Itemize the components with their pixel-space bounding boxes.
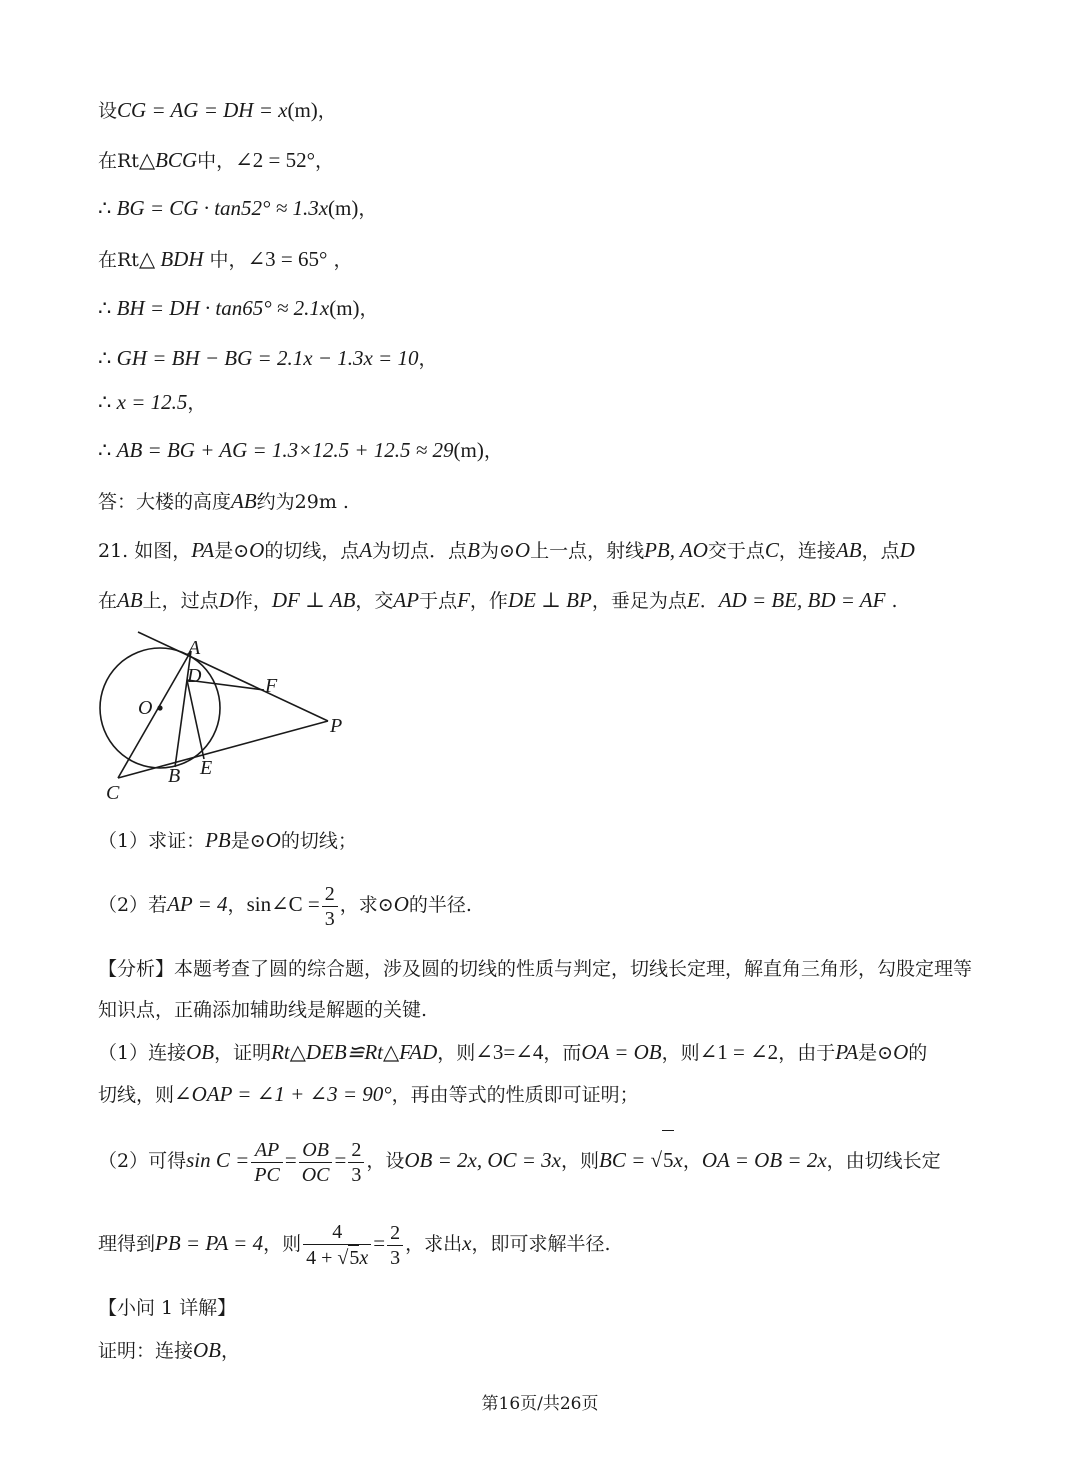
fraction [348,1138,364,1187]
text: 约为29m . [256,491,349,513]
text: ，作 [469,590,508,612]
math-expression: AB [117,588,143,612]
math-expression: E [686,588,700,612]
label-a: A [188,637,201,659]
fraction-numerator: 2 [387,1221,403,1246]
text: ，则 [661,1042,700,1064]
fraction-denominator: 3 [390,1246,401,1269]
math-expression: OA = OB = 2x [701,1148,827,1172]
math-expression: BG = CG · tan52° ≈ 1.3x [116,196,329,220]
text: ，而 [543,1042,582,1064]
therefore-symbol: ∴ [98,438,117,462]
math-expression: OB = 2x, OC = 3x [404,1148,561,1172]
text: 切线，则 [98,1084,175,1106]
therefore-symbol: ∴ [98,346,117,370]
text: ， [221,1340,241,1362]
math-expression: x [462,1231,472,1255]
math-expression: O [393,892,409,916]
math-expression: OB [193,1338,222,1362]
math-expression: sin∠C = [246,892,320,916]
math-expression: GH = BH − BG = 2.1x − 1.3x = 10 [116,346,419,370]
math-expression: F [457,588,470,612]
text: 理得到 [98,1233,156,1255]
problem-line-1 [98,536,915,565]
unit: (m) [329,296,360,320]
label-b: B [168,765,181,787]
therefore-symbol: ∴ [98,390,117,414]
text: 是⊙ [858,1042,894,1064]
math-expression: DE ⊥ BP [507,588,592,612]
text: 设 [98,100,118,122]
equals-sign: = [284,1148,297,1172]
fraction-denominator [303,1245,371,1270]
text: ，即可求解半径. [471,1233,611,1255]
solution-line-6 [98,344,437,373]
label-o: O [138,697,153,719]
analysis-line-4 [98,1080,639,1109]
math-expression: B [467,538,480,562]
page-footer: 第16页/共26页 [481,1394,599,1414]
label-c: C [106,782,120,804]
geometry-figure [92,628,362,808]
line-pbc [118,721,328,778]
text: （2）可得 [98,1150,187,1172]
text: 于点 [419,590,458,612]
text: ，设 [366,1150,405,1172]
math-expression: BH = DH · tan65° ≈ 2.1x [116,296,330,320]
text: ，交 [355,590,394,612]
proof-line-1 [98,1336,240,1365]
answer-line [98,487,349,516]
text: 21. 如图， [98,540,192,562]
text: ． [699,590,719,612]
text: 证明：连接 [98,1340,194,1362]
solution-line-2 [98,146,334,175]
line-tangent-pa [138,632,328,721]
text: ，垂足为点 [591,590,687,612]
math-expression: AD = BE, BD = AF [718,588,886,612]
text: ，求⊙ [339,894,394,916]
math-expression: ∠3 = 65° [247,247,328,271]
text: ， [314,150,334,172]
math-expression: O [893,1040,909,1064]
radicand: 5 [662,1130,674,1189]
math-expression: C [764,538,779,562]
text: ，则 [437,1042,476,1064]
math-expression: Rt△DEB≌Rt△FAD [271,1040,438,1064]
text: 在 [98,590,118,612]
text: 的半径. [408,894,472,916]
text: 作， [233,590,272,612]
text: ，由切线长定 [826,1150,941,1172]
text: （1）连接 [98,1042,187,1064]
text: . [885,590,898,612]
text: ，证明 [214,1042,272,1064]
center-point-o [157,705,162,710]
text: 上一点，射线 [530,540,645,562]
text: 【分析】本题考查了圆的综合题，涉及圆的切线的性质与判定，切线长定理，解直角三角形，勾股定理等 [98,958,973,980]
therefore-symbol: ∴ [98,196,117,220]
fraction-denominator: 3 [324,907,335,930]
analysis-line-3 [98,1038,927,1067]
text: ， [359,298,379,320]
text: ， [327,249,353,271]
text: 的切线，点 [264,540,360,562]
text: ，点 [861,540,900,562]
math-expression: D [899,538,915,562]
math-expression: sin C = [186,1148,250,1172]
fraction-numerator: 4 [303,1220,371,1245]
fraction-denominator: PC [254,1163,280,1186]
math-expression: x [673,1148,683,1172]
text: ，求出 [405,1233,463,1255]
analysis-line-5 [98,1130,941,1190]
text: ， [227,894,247,916]
math-expression: x [359,1247,369,1269]
part-1 [98,826,357,855]
math-expression: O [514,538,531,562]
text: 的 [908,1042,928,1064]
text: ， [187,392,207,414]
text: ，再由等式的性质即可证明； [391,1084,639,1106]
text: ，则 [263,1233,302,1255]
radicand: 5 [349,1247,360,1269]
problem-line-2 [98,586,898,615]
text: ， [483,440,503,462]
math-expression: OA = OB [581,1040,662,1064]
fraction [322,882,338,931]
text: （1）求证： [98,830,206,852]
math-expression: DF ⊥ AB [271,588,356,612]
math-expression: OB [186,1040,215,1064]
text: （2）若 [98,894,168,916]
text: 【小问 1 详解】 [98,1297,237,1319]
math-expression: PB [205,828,231,852]
fraction-numerator: OB [299,1138,333,1163]
line-de [187,680,204,759]
text: 为⊙ [480,540,515,562]
math-expression: AB [835,538,862,562]
text: ， [682,1150,702,1172]
unit: (m) [453,438,484,462]
math-expression: AB = BG + AG = 1.3×12.5 + 12.5 ≈ 29 [116,438,454,462]
math-expression: x = 12.5 [116,390,188,414]
math-expression: A [359,538,373,562]
math-expression: ∠3=∠4 [475,1040,544,1064]
fraction [299,1138,333,1187]
math-expression: D [218,588,234,612]
solution-line-5 [98,294,379,323]
label-f: F [265,675,278,697]
text: 中， [203,249,248,271]
equals-sign: = [373,1231,386,1255]
text: 在Rt [98,150,139,172]
label-p: P [330,715,343,737]
math-expression: ∠2 = 52° [235,148,315,172]
text: ，连接 [778,540,836,562]
math-expression: BC = √ [599,1148,663,1172]
analysis-line-1 [98,955,972,983]
therefore-symbol: ∴ [98,296,117,320]
text: 为切点．点 [372,540,468,562]
math-expression: PB, AO [644,538,708,562]
unit: (m) [287,98,318,122]
text: 知识点，正确添加辅助线是解题的关键. [98,999,428,1021]
text: ， [358,198,378,220]
math-expression: △BCG [138,148,198,172]
solution-line-8 [98,436,503,465]
label-d: D [187,665,202,687]
math-expression: △ BDH [138,247,204,271]
solution-line-1 [98,96,337,125]
analysis-line-2 [98,996,427,1024]
part-2 [98,876,472,933]
equals-sign: = [334,1148,347,1172]
unit: (m) [328,196,359,220]
line-ca [118,651,191,778]
fraction-denominator: 3 [351,1163,362,1186]
fraction [387,1221,403,1270]
math-expression: ∠1 = ∠2 [699,1040,779,1064]
solution-line-4 [98,245,352,274]
math-expression: PB = PA = 4 [155,1231,264,1255]
fraction [303,1220,371,1270]
text: 上，过点 [142,590,219,612]
fraction-numerator: 2 [322,882,338,907]
fraction-denominator: OC [301,1163,330,1186]
fraction-numerator: AP [251,1138,283,1163]
math-expression: AP [393,588,420,612]
math-expression: AB [231,489,257,513]
text: ，由于 [778,1042,836,1064]
math-expression: CG = AG = DH = x [117,98,288,122]
text: 的切线； [280,830,357,852]
text: 是⊙ [214,540,250,562]
text: ， [317,100,337,122]
fraction [251,1138,283,1187]
math-expression: ∠OAP = ∠1 + ∠3 = 90° [174,1082,392,1106]
math-expression: PA [835,1040,859,1064]
solution-line-7 [98,388,206,417]
text: ， [418,348,438,370]
text: 在Rt [98,249,139,271]
text: 中， [197,150,236,172]
fraction-numerator: 2 [348,1138,364,1163]
math-expression: O [265,828,281,852]
solution-line-3 [98,194,377,223]
text: ，则 [561,1150,600,1172]
math-expression: O [249,538,265,562]
label-e: E [200,757,213,779]
analysis-line-6 [98,1214,611,1273]
text: 答：大楼的高度 [98,491,232,513]
detail-title [98,1294,236,1322]
math-expression: PA [191,538,215,562]
math-expression: AP = 4 [167,892,228,916]
text: 交于点 [707,540,765,562]
math-expression: 4 + √ [306,1247,349,1269]
text: 是⊙ [230,830,266,852]
